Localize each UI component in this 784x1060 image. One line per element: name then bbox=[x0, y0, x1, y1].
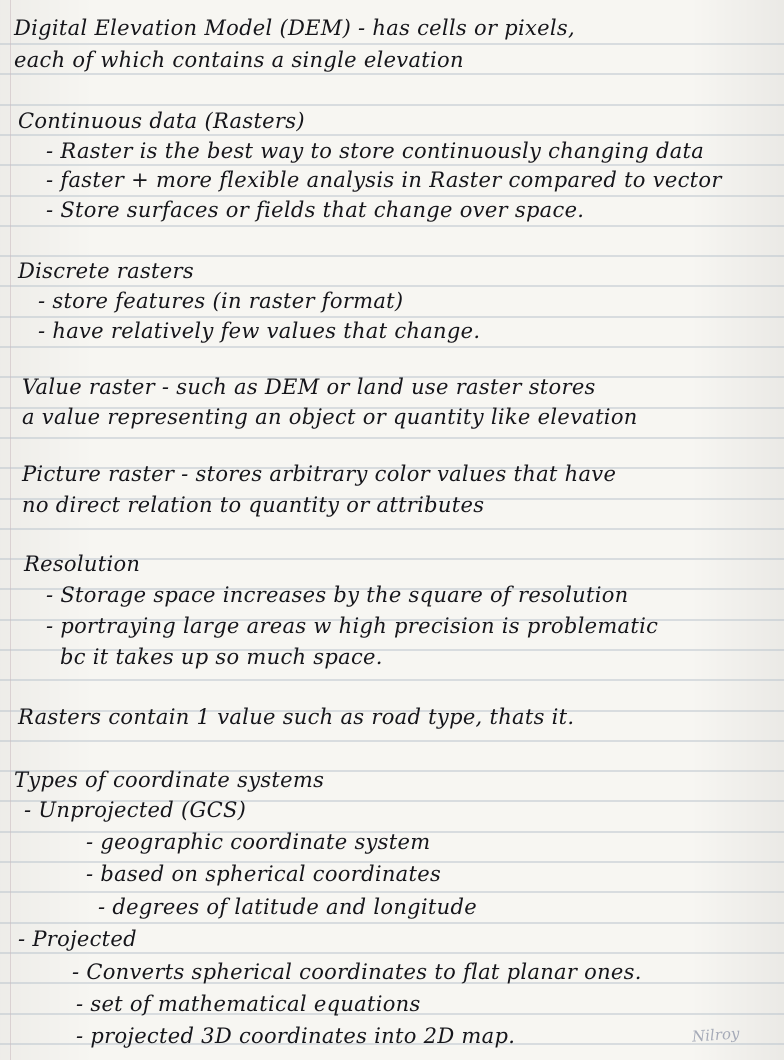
unprojected-item: - Unprojected (GCS) bbox=[24, 798, 247, 822]
continuous-line-1: - Raster is the best way to store continuously changing data bbox=[46, 139, 705, 163]
projected-line-1: - Converts spherical coordinates to flat planar ones. bbox=[72, 960, 642, 984]
picture-raster-line-2: no direct relation to quantity or attributes bbox=[22, 493, 485, 517]
gcs-line-2: - based on spherical coordinates bbox=[86, 862, 442, 886]
rasters-contain-line: Rasters contain 1 value such as road type, thats it. bbox=[18, 705, 575, 729]
gcs-line-1: - geographic coordinate system bbox=[86, 830, 431, 854]
resolution-line-1: - Storage space increases by the square of resolution bbox=[46, 583, 629, 607]
gcs-line-3: - degrees of latitude and longitude bbox=[98, 895, 477, 919]
projected-item: - Projected bbox=[18, 927, 137, 951]
discrete-line-1: - store features (in raster format) bbox=[38, 289, 404, 313]
resolution-line-3: bc it takes up so much space. bbox=[60, 645, 383, 669]
value-raster-line-1: Value raster - such as DEM or land use raster stores bbox=[22, 375, 596, 399]
continuous-line-2: - faster + more flexible analysis in Raster compared to vector bbox=[46, 168, 722, 192]
dem-line-1: Digital Elevation Model (DEM) - has cells or pixels, bbox=[14, 16, 575, 40]
discrete-line-2: - have relatively few values that change. bbox=[38, 319, 481, 343]
resolution-line-2: - portraying large areas w high precision is problematic bbox=[46, 614, 659, 638]
projected-line-2: - set of mathematical equations bbox=[76, 992, 421, 1016]
continuous-line-3: - Store surfaces or fields that change over space. bbox=[46, 198, 585, 222]
coordinate-systems-heading: Types of coordinate systems bbox=[14, 768, 325, 792]
dem-line-2: each of which contains a single elevation bbox=[14, 48, 464, 72]
discrete-heading: Discrete rasters bbox=[18, 259, 194, 283]
value-raster-line-2: a value representing an object or quantity like elevation bbox=[22, 405, 638, 429]
resolution-heading: Resolution bbox=[24, 552, 141, 576]
signature-stamp: Nilroy bbox=[691, 1024, 740, 1046]
continuous-heading: Continuous data (Rasters) bbox=[18, 109, 305, 133]
margin-line bbox=[10, 0, 11, 1060]
picture-raster-line-1: Picture raster - stores arbitrary color values that have bbox=[22, 462, 617, 486]
projected-line-3: - projected 3D coordinates into 2D map. bbox=[76, 1024, 516, 1048]
